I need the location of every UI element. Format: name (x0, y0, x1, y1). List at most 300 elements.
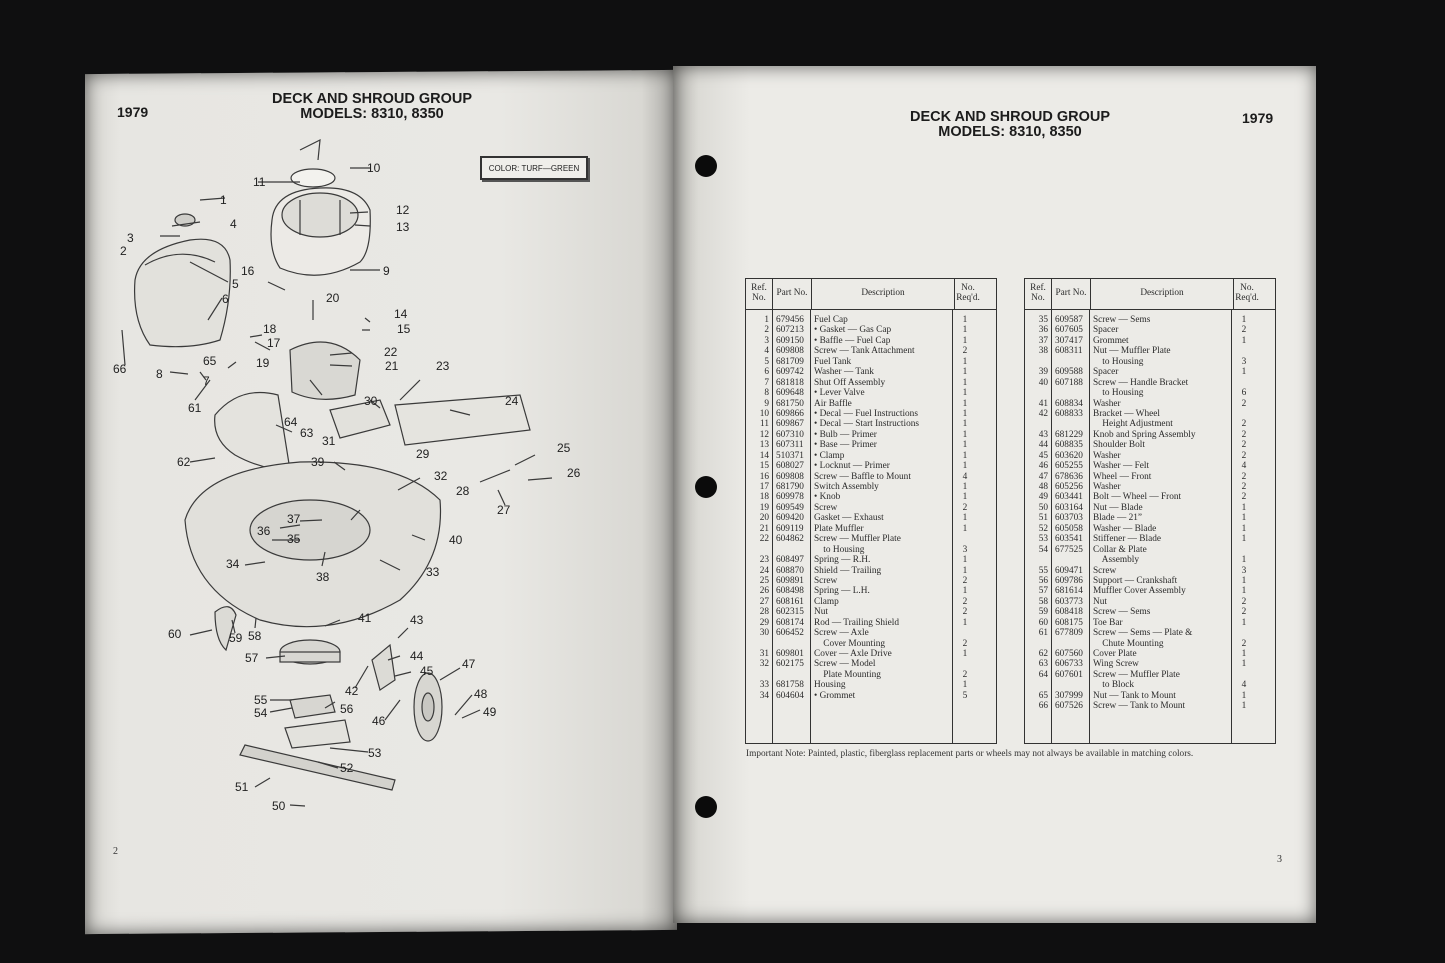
header-part: Part No. (773, 279, 812, 309)
ref-cell: 47 (1038, 471, 1048, 482)
req-cell: 1 (962, 450, 968, 461)
fuel-tank-shape (135, 239, 231, 346)
req-cell: 1 (1241, 502, 1247, 513)
description-cell: Chute Mounting (1093, 638, 1164, 649)
ref-cell: 21 (759, 523, 769, 534)
ref-cell: 43 (1038, 429, 1048, 440)
ref-cell: 54 (1038, 544, 1048, 555)
req-cell: 1 (962, 586, 968, 597)
ref-cell: 4 (764, 346, 769, 357)
callout-19: 19 (256, 356, 270, 370)
description-cell: Nut (814, 607, 828, 618)
callout-26: 26 (567, 466, 581, 480)
req-cell: 1 (962, 461, 968, 472)
table-row (746, 336, 996, 346)
table-row (1025, 597, 1275, 607)
req-cell: 2 (1241, 596, 1247, 607)
req-cell: 1 (962, 482, 968, 492)
part-cell: 681229 (1055, 429, 1083, 440)
part-cell: 608833 (1055, 408, 1083, 419)
part-cell: 307417 (1055, 335, 1083, 346)
table-row (1025, 419, 1275, 429)
ref-cell: 9 (764, 398, 769, 409)
description-cell: • Bulb — Primer (814, 429, 877, 440)
req-cell: 1 (1241, 586, 1247, 597)
axle-cover-shape (330, 400, 390, 438)
part-cell: 602175 (776, 659, 804, 670)
callout-54: 54 (254, 706, 268, 720)
table-row (746, 524, 996, 534)
part-cell (1051, 357, 1089, 367)
ref-cell: 35 (1038, 315, 1048, 325)
year-label-left: 1979 (117, 104, 149, 120)
part-cell: 602315 (776, 607, 804, 618)
ref-cell: 51 (1038, 513, 1048, 524)
req-cell: 2 (1241, 607, 1247, 618)
req-cell: 1 (962, 649, 968, 659)
req-cell: 3 (1241, 565, 1247, 576)
req-cell: 1 (962, 680, 968, 691)
title-line1: DECK AND SHROUD GROUP (271, 91, 473, 107)
title-line1: DECK AND SHROUD GROUP (909, 109, 1111, 125)
description-cell: Plate Mounting (814, 669, 881, 680)
table-rows (746, 310, 996, 701)
callout-48: 48 (474, 687, 488, 701)
ref-cell: 44 (1038, 440, 1048, 451)
req-cell: 1 (962, 398, 968, 409)
table-row (746, 440, 996, 450)
description-cell: Screw — Muffler Plate (814, 534, 901, 545)
req-cell (1231, 628, 1257, 638)
table-row (1025, 388, 1275, 398)
part-cell (1051, 639, 1089, 649)
table-header (1025, 279, 1275, 310)
callout-21: 21 (385, 359, 399, 373)
req-cell: 1 (962, 492, 968, 503)
callout-51: 51 (235, 780, 249, 794)
ref-cell: 38 (1038, 346, 1048, 357)
part-cell: 605255 (1055, 461, 1083, 472)
callout-63: 63 (300, 426, 314, 440)
part-cell: 609549 (776, 502, 804, 513)
description-cell: to Housing (814, 544, 865, 555)
part-cell: 608497 (776, 555, 804, 566)
table-row (1025, 628, 1275, 638)
ref-cell: 41 (1038, 398, 1048, 409)
ref-cell: 29 (759, 617, 769, 628)
part-cell: 609648 (776, 388, 804, 399)
header-part: Part No. (1052, 279, 1091, 309)
callout-41: 41 (358, 611, 372, 625)
table-row (1025, 399, 1275, 409)
title-line2: MODELS: 8310, 8350 (300, 106, 444, 123)
ref-cell: 10 (759, 408, 769, 419)
ref-cell: 58 (1038, 596, 1048, 607)
ref-cell (1025, 555, 1051, 565)
req-cell: 1 (1241, 513, 1247, 524)
part-cell (772, 670, 810, 680)
callout-50: 50 (272, 799, 286, 813)
description-cell: Screw (1093, 565, 1117, 576)
part-cell (1051, 388, 1089, 398)
header-ref: Ref. No. (746, 279, 773, 309)
ref-cell: 37 (1038, 335, 1048, 346)
callout-14: 14 (394, 307, 408, 321)
table-row (746, 378, 996, 388)
callout-30: 30 (364, 394, 378, 408)
binder-hole-bottom (695, 796, 717, 818)
table-row (746, 545, 996, 555)
part-cell: 609471 (1055, 565, 1083, 576)
binder-hole-top (695, 155, 717, 177)
req-cell: 3 (962, 544, 968, 555)
part-cell: 607213 (776, 325, 804, 336)
description-cell: Screw (814, 575, 838, 586)
description-cell: Gasket — Exhaust (814, 513, 884, 524)
ref-cell: 34 (759, 690, 769, 701)
req-cell: 2 (1241, 638, 1247, 649)
description-cell: Fuel Cap (814, 315, 848, 325)
table-row (746, 534, 996, 544)
description-cell: Toe Bar (1093, 617, 1123, 628)
table-row (746, 659, 996, 669)
table-row (1025, 670, 1275, 680)
ref-cell: 20 (759, 513, 769, 524)
ref-cell: 8 (764, 388, 769, 399)
description-cell: Wheel — Front (1093, 471, 1152, 482)
table-row (1025, 472, 1275, 482)
ref-cell: 36 (1038, 325, 1048, 336)
ref-cell: 3 (764, 335, 769, 346)
callout-57: 57 (245, 651, 259, 665)
req-cell: 6 (1241, 388, 1247, 399)
part-cell: 608175 (1055, 617, 1083, 628)
part-cell: 607188 (1055, 377, 1083, 388)
description-cell: Screw — Baffle to Mount (814, 471, 911, 482)
description-cell: Screw — Sems (1093, 607, 1151, 618)
req-cell: 2 (1241, 440, 1247, 451)
table-row (1025, 357, 1275, 367)
table-row (1025, 315, 1275, 325)
req-cell: 1 (962, 419, 968, 430)
req-cell: 1 (1241, 617, 1247, 628)
ref-cell: 26 (759, 586, 769, 597)
ref-cell: 27 (759, 596, 769, 607)
part-cell: 605256 (1055, 482, 1083, 492)
description-cell: Shoulder Bolt (1093, 440, 1145, 451)
description-cell: • Grommet (814, 690, 856, 701)
ref-cell: 45 (1038, 450, 1048, 461)
table-row (1025, 367, 1275, 377)
req-cell: 1 (962, 440, 968, 451)
table-row (1025, 566, 1275, 576)
ref-cell: 62 (1038, 649, 1048, 659)
ref-cell (1025, 680, 1051, 690)
req-cell (1231, 409, 1257, 419)
req-cell: 5 (962, 690, 968, 701)
callout-33: 33 (426, 565, 440, 579)
part-cell: 603703 (1055, 513, 1083, 524)
description-cell: Washer — Blade (1093, 523, 1157, 534)
part-cell: 609150 (776, 335, 804, 346)
part-cell: 603620 (1055, 450, 1083, 461)
ref-cell: 2 (764, 325, 769, 336)
part-cell: 608834 (1055, 398, 1083, 409)
description-cell: Washer — Tank (814, 367, 874, 378)
description-cell: Shield — Trailing (814, 565, 882, 576)
table-row (746, 576, 996, 586)
part-cell (1051, 555, 1089, 565)
callout-60: 60 (168, 627, 182, 641)
part-cell: 609786 (1055, 575, 1083, 586)
description-cell: Muffler Cover Assembly (1093, 586, 1186, 597)
part-cell: 608174 (776, 617, 804, 628)
description-cell: Spacer (1093, 325, 1119, 336)
req-cell: 1 (962, 513, 968, 524)
table-row (1025, 680, 1275, 690)
table-row (746, 430, 996, 440)
table-row (1025, 555, 1275, 565)
table-row (746, 451, 996, 461)
callout-7: 7 (203, 374, 210, 388)
req-cell: 1 (962, 377, 968, 388)
description-cell: Cover Plate (1093, 649, 1137, 659)
ref-cell: 53 (1038, 534, 1048, 545)
callout-61: 61 (188, 401, 202, 415)
table-row (746, 691, 996, 701)
description-cell: • Decal — Start Instructions (814, 419, 919, 430)
req-cell: 1 (962, 315, 968, 325)
table-row (746, 503, 996, 513)
req-cell: 1 (962, 356, 968, 367)
description-cell: Air Baffle (814, 398, 852, 409)
req-cell: 1 (1241, 555, 1247, 566)
table-row (746, 513, 996, 523)
part-cell: 604604 (776, 690, 804, 701)
req-cell: 1 (962, 325, 968, 336)
description-cell: Housing (814, 680, 846, 691)
req-cell: 2 (1241, 419, 1247, 430)
callout-44: 44 (410, 649, 424, 663)
description-cell: Screw — Tank Attachment (814, 346, 915, 357)
part-cell: 681790 (776, 482, 804, 492)
table-row (1025, 461, 1275, 471)
description-cell: Nut (1093, 596, 1107, 607)
req-cell: 4 (962, 471, 968, 482)
ref-cell: 66 (1038, 701, 1048, 712)
table-row (1025, 513, 1275, 523)
callout-29: 29 (416, 447, 430, 461)
table-row (746, 409, 996, 419)
table-row (1025, 336, 1275, 346)
description-cell: • Knob (814, 492, 841, 503)
table-row (1025, 409, 1275, 419)
ref-cell: 17 (759, 482, 769, 492)
part-cell: 605058 (1055, 523, 1083, 534)
req-cell: 2 (1241, 482, 1247, 492)
description-cell: Screw — Sems — Plate & (1093, 628, 1193, 639)
ref-cell: 33 (759, 680, 769, 691)
description-cell: Nut — Blade (1093, 502, 1143, 513)
part-cell: 609742 (776, 367, 804, 378)
header-req: No. Req'd. (1235, 283, 1259, 303)
part-cell: 677809 (1055, 628, 1083, 639)
table-row (746, 670, 996, 680)
shield-shape (215, 393, 290, 471)
description-cell: Cover Mounting (814, 638, 886, 649)
table-row (746, 357, 996, 367)
req-cell: 2 (1241, 398, 1247, 409)
req-cell: 1 (1241, 335, 1247, 346)
req-cell: 1 (1241, 523, 1247, 534)
req-cell: 1 (962, 429, 968, 440)
req-cell: 2 (962, 575, 968, 586)
description-cell: to Block (1093, 680, 1135, 691)
req-cell (952, 659, 978, 669)
req-cell: 2 (962, 346, 968, 357)
part-cell: 678636 (1055, 471, 1083, 482)
callout-12: 12 (396, 203, 410, 217)
description-cell: Spring — R.H. (814, 555, 871, 566)
table-row (746, 367, 996, 377)
ref-cell: 24 (759, 565, 769, 576)
callout-59: 59 (229, 631, 243, 645)
description-cell: Bracket — Wheel (1093, 408, 1160, 419)
ref-cell: 50 (1038, 502, 1048, 513)
callout-25: 25 (557, 441, 571, 455)
callout-11: 11 (253, 175, 266, 189)
ref-cell (746, 670, 772, 680)
req-cell (952, 628, 978, 638)
description-cell: Spacer (1093, 367, 1119, 378)
callout-40: 40 (449, 533, 463, 547)
part-cell: 681818 (776, 377, 804, 388)
page-number-left: 2 (113, 846, 118, 857)
ref-cell: 48 (1038, 482, 1048, 492)
description-cell: • Base — Primer (814, 440, 877, 451)
part-cell: 609866 (776, 408, 804, 419)
description-cell: to Housing (1093, 356, 1144, 367)
callout-1: 1 (220, 193, 227, 207)
table-row (746, 315, 996, 325)
ref-cell: 60 (1038, 617, 1048, 628)
table-row (746, 472, 996, 482)
description-cell: to Housing (1093, 388, 1144, 399)
req-cell (1231, 545, 1257, 555)
req-cell: 3 (1241, 356, 1247, 367)
ref-cell: 15 (759, 461, 769, 472)
req-cell: 4 (1241, 680, 1247, 691)
part-cell: 608870 (776, 565, 804, 576)
part-cell: 609119 (776, 523, 804, 534)
callout-47: 47 (462, 657, 476, 671)
part-cell: 681614 (1055, 586, 1083, 597)
req-cell: 2 (962, 502, 968, 513)
part-cell: 609808 (776, 346, 804, 357)
callout-45: 45 (420, 664, 434, 678)
callout-23: 23 (436, 359, 450, 373)
part-cell: 606452 (776, 628, 804, 639)
leader-top (300, 140, 320, 160)
part-cell: 608311 (1055, 346, 1083, 357)
parts-table-right (1024, 278, 1276, 744)
req-cell (1231, 378, 1257, 388)
ref-cell: 16 (759, 471, 769, 482)
ref-cell: 19 (759, 502, 769, 513)
table-row (1025, 524, 1275, 534)
callout-43: 43 (410, 613, 424, 627)
part-cell: 609801 (776, 649, 804, 659)
part-cell: 608835 (1055, 440, 1083, 451)
callout-53: 53 (368, 746, 382, 760)
description-cell: Screw — Model (814, 659, 876, 670)
description-cell: Screw — Tank to Mount (1093, 701, 1186, 712)
description-cell: Height Adjustment (1093, 419, 1173, 430)
ref-cell: 12 (759, 429, 769, 440)
ref-cell: 18 (759, 492, 769, 503)
ref-cell: 56 (1038, 575, 1048, 586)
callout-32: 32 (434, 469, 448, 483)
table-row (1025, 649, 1275, 659)
ref-cell: 14 (759, 450, 769, 461)
req-cell: 1 (1241, 575, 1247, 586)
part-cell: 609867 (776, 419, 804, 430)
description-cell: Rod — Trailing Shield (814, 617, 899, 628)
table-row (1025, 346, 1275, 356)
ref-cell: 28 (759, 607, 769, 618)
table-row (1025, 325, 1275, 335)
description-cell: Screw — Sems (1093, 315, 1151, 325)
description-cell: Spring — L.H. (814, 586, 870, 597)
description-cell: Screw — Muffler Plate (1093, 669, 1180, 680)
description-cell: Collar & Plate (1093, 544, 1147, 555)
description-cell: • Baffle — Fuel Cap (814, 335, 891, 346)
ref-cell: 64 (1038, 669, 1048, 680)
description-cell: Screw — Handle Bracket (1093, 377, 1189, 388)
ref-cell: 32 (759, 659, 769, 670)
description-cell: Knob and Spring Assembly (1093, 429, 1196, 440)
callout-65: 65 (203, 354, 217, 368)
ref-cell: 52 (1038, 523, 1048, 534)
callout-27: 27 (497, 503, 511, 517)
parts-table-left (745, 278, 997, 744)
table-row (1025, 659, 1275, 669)
callout-2: 2 (120, 244, 127, 258)
callout-13: 13 (396, 220, 410, 234)
table-row (1025, 451, 1275, 461)
callout-38: 38 (316, 570, 330, 584)
callout-4: 4 (230, 217, 237, 231)
description-cell: Plate Muffler (814, 523, 864, 534)
table-row (1025, 482, 1275, 492)
part-cell: 606733 (1055, 659, 1083, 670)
ref-cell: 11 (760, 419, 769, 430)
description-cell: Grommet (1093, 335, 1129, 346)
table-row (1025, 430, 1275, 440)
bracket-shape (372, 645, 395, 690)
ref-cell: 55 (1038, 565, 1048, 576)
callout-18: 18 (263, 322, 277, 336)
header-description: Description (812, 279, 955, 309)
callout-37: 37 (287, 512, 301, 526)
table-row (1025, 607, 1275, 617)
req-cell: 1 (962, 565, 968, 576)
part-cell: 609891 (776, 575, 804, 586)
ref-cell (746, 545, 772, 555)
req-cell: 1 (1241, 649, 1247, 659)
color-box: COLOR: TURF—GREEN (480, 156, 588, 180)
part-cell: 608027 (776, 461, 804, 472)
